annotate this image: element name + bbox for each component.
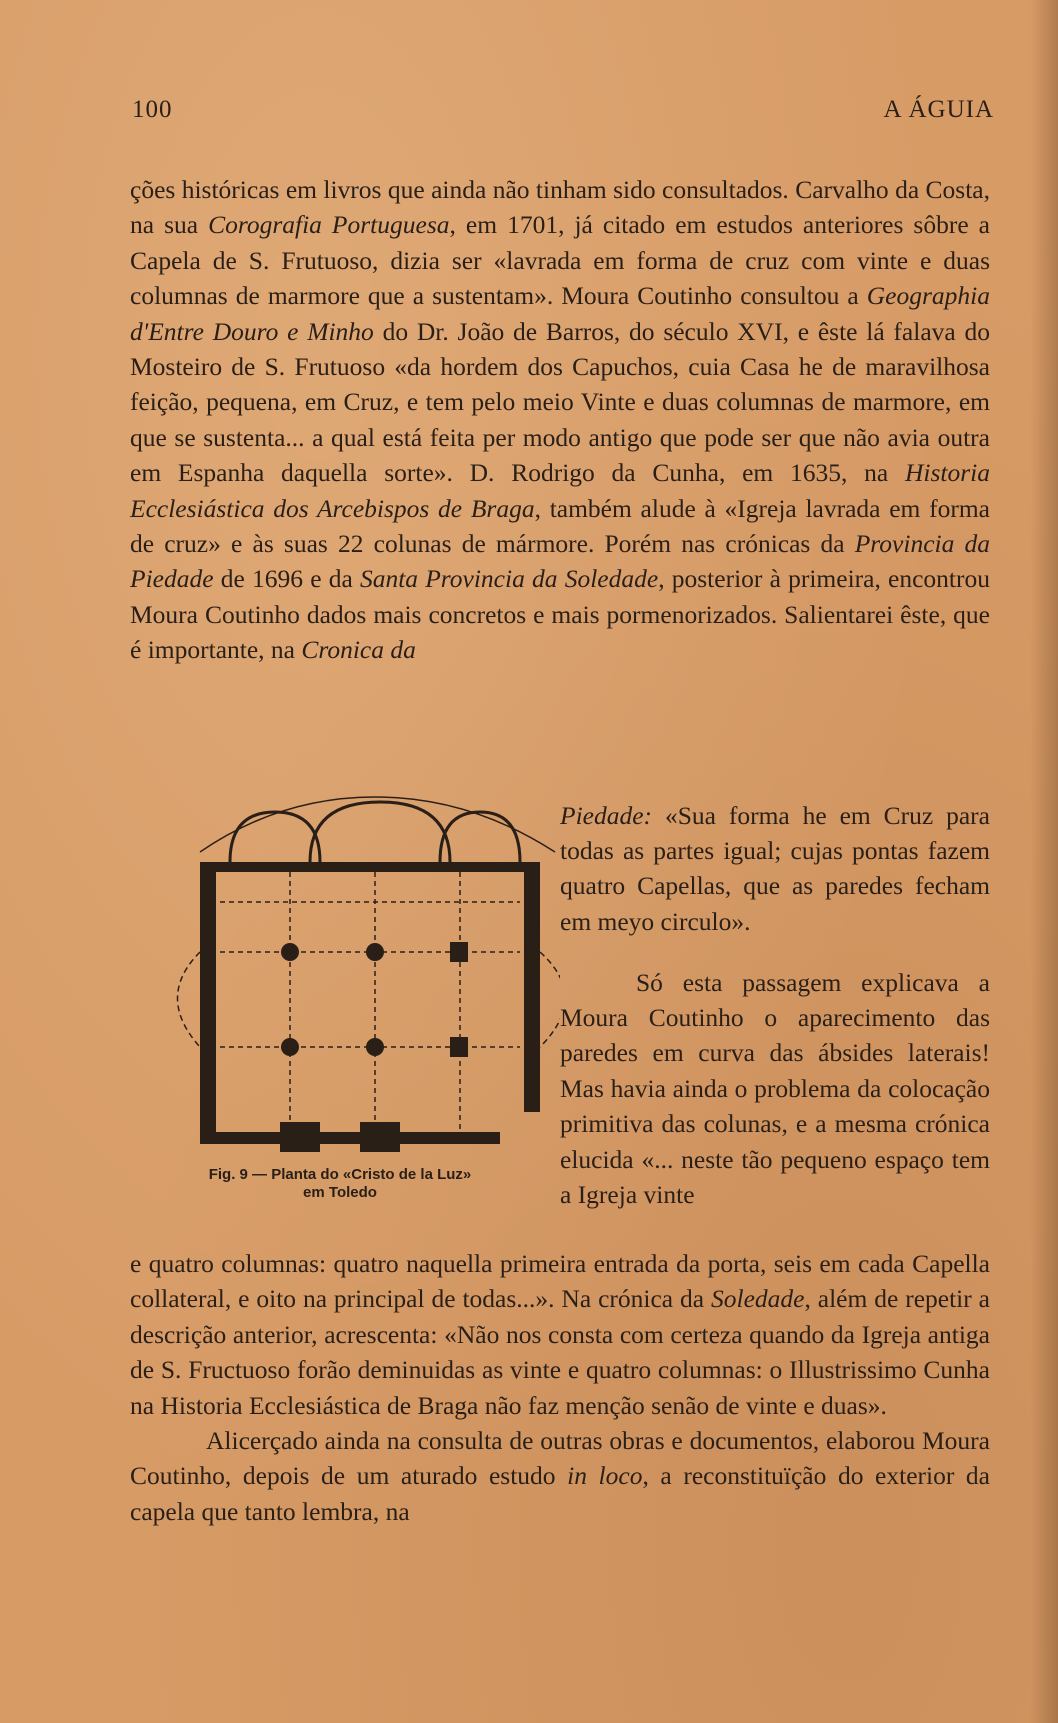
paragraph: ções históricas em livros que ainda não tinham sido consultados. Carvalho da Costa, na sua Corografia Portuguesa, em 1701, já citado em estudos anteriores sôbre a Capela de S. Frutuoso, dizia ser «lavrada em forma de cruz com vinte e duas columnas de marmore que a sustentam». Moura Coutinho consultou a Geographia d'Entre Douro e Minho do Dr. João de Barros, do século XVI, e êste lá falava do Mosteiro de S. Frutuoso «da hordem dos Capuchos, cuia Casa he de maravilhosa feição, pequena, em Cruz, e tem pelo meio Vinte e duas columnas de marmore, em que se sustenta... a qual está feita per modo antigo que pode ser que não avia outra em Espanha daquella sorte». D. Rodrigo da Cunha, em 1635, na Historia Ecclesiástica dos Arcebispos de Braga, também alude à «Igreja lavrada em forma de cruz» e às suas 22 colunas de mármore. Porém nas crónicas da Provincia da Piedade de 1696 e da Santa Provincia da Soledade, posterior à primeira, encontrou Moura Coutinho dados mais concretos e mais pormenorizados. Salientarei êste, que é importante, na Cronica da xyxy=(130,175,991,665)
text-block-top xyxy=(130,172,990,668)
text-block-beside-figure xyxy=(560,772,990,1238)
figure-caption: Fig. 9 — Planta do «Cristo de la Luz» em Toledo xyxy=(208,1166,472,1201)
paragraph: Piedade: «Sua forma he em Cruz para todas as partes igual; cujas pontas fazem quatro Capellas, que as paredes fecham em meyo circulo». xyxy=(560,800,990,936)
church-floor-plan-figure xyxy=(160,792,560,1212)
floor-plan-drawing xyxy=(160,792,560,1172)
text-block-bottom xyxy=(130,1246,990,1529)
binding-shadow xyxy=(1030,0,1058,1723)
paragraph: Só esta passagem explicava a Moura Coutinho o aparecimento das paredes em curva das ábsides laterais! Mas havia ainda o problema da colocação primitiva das colunas, e a mesma crónica elucida «... neste tão pequeno espaço tem a Igreja vinte xyxy=(560,967,990,1210)
paragraph: e quatro columnas: quatro naquella primeira entrada da porta, seis em cada Capella collateral, e oito na principal de todas...». Na crónica da Soledade, além de repetir a descrição anterior, acrescenta: «Não nos consta com certeza quando da Igreja antiga de S. Fructuoso forão deminuidas as vinte e quatro columnas: o Illustrissimo Cunha na Historia Ecclesiástica de Braga não faz menção senão de vinte e duas». xyxy=(130,1249,990,1420)
journal-title: A ÁGUIA xyxy=(883,96,994,123)
running-head xyxy=(132,96,994,136)
page-number: 100 xyxy=(132,96,173,123)
paragraph: Alicerçado ainda na consulta de outras obras e documentos, elaborou Moura Coutinho, depois de um aturado estudo in loco, a reconstituïção do exterior da capela que tanto lembra, na xyxy=(130,1426,991,1526)
